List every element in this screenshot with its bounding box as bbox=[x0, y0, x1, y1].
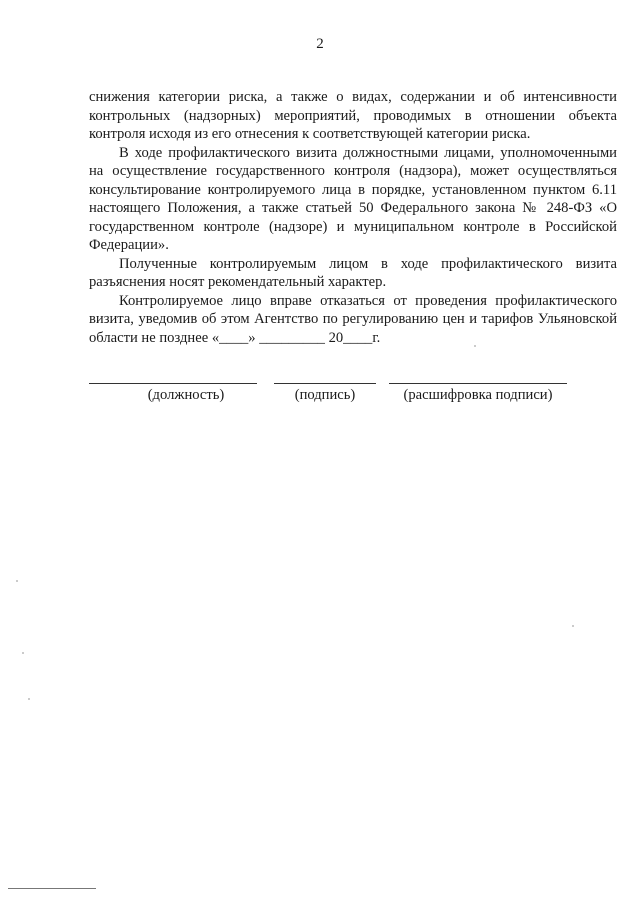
paragraph-refusal: Контролируемое лицо вправе отказаться от проведения профилактического визита, уведомив об этом Агентство по регулированию цен и тарифов Ульяновской области не позднее «____» _________ 20____г. bbox=[89, 292, 617, 346]
page-number: 2 bbox=[316, 36, 324, 52]
position-label: (должность) bbox=[147, 387, 225, 403]
paragraph-recommendations: Полученные контролируемым лицом в ходе профилактического визита разъяснения носят рекомендательный характер. bbox=[89, 255, 617, 290]
name-decode-label: (расшифровка подписи) bbox=[403, 387, 553, 403]
document-body bbox=[89, 88, 617, 347]
position-signature-line bbox=[89, 383, 257, 384]
paragraph-consultation: В ходе профилактического визита должностными лицами, уполномоченными на осуществление государственного контроля (надзора), может осуществляться консультирование контролируемого лица в порядке, установленном пунктом 6.11 настоящего Положения, а также статьей 50 Федерального закона № 248-ФЗ «О государственном контроле (надзоре) и муниципальном контроле в Российской Федерации». bbox=[89, 144, 617, 253]
signature-line bbox=[274, 383, 376, 384]
scan-speck bbox=[474, 345, 476, 347]
scan-speck bbox=[572, 625, 574, 627]
signature-label: (подпись) bbox=[294, 387, 356, 403]
scan-speck bbox=[16, 580, 18, 582]
scan-speck bbox=[22, 652, 24, 654]
paragraph-risk-category: снижения категории риска, а также о видах, содержании и об интенсивности контрольных (надзорных) мероприятий, проводимых в отношении объекта контроля исходя из его отнесения к соответствующей категории риска. bbox=[89, 89, 617, 142]
footnote-rule bbox=[8, 888, 96, 889]
scan-speck bbox=[28, 698, 30, 700]
name-signature-line bbox=[389, 383, 567, 384]
